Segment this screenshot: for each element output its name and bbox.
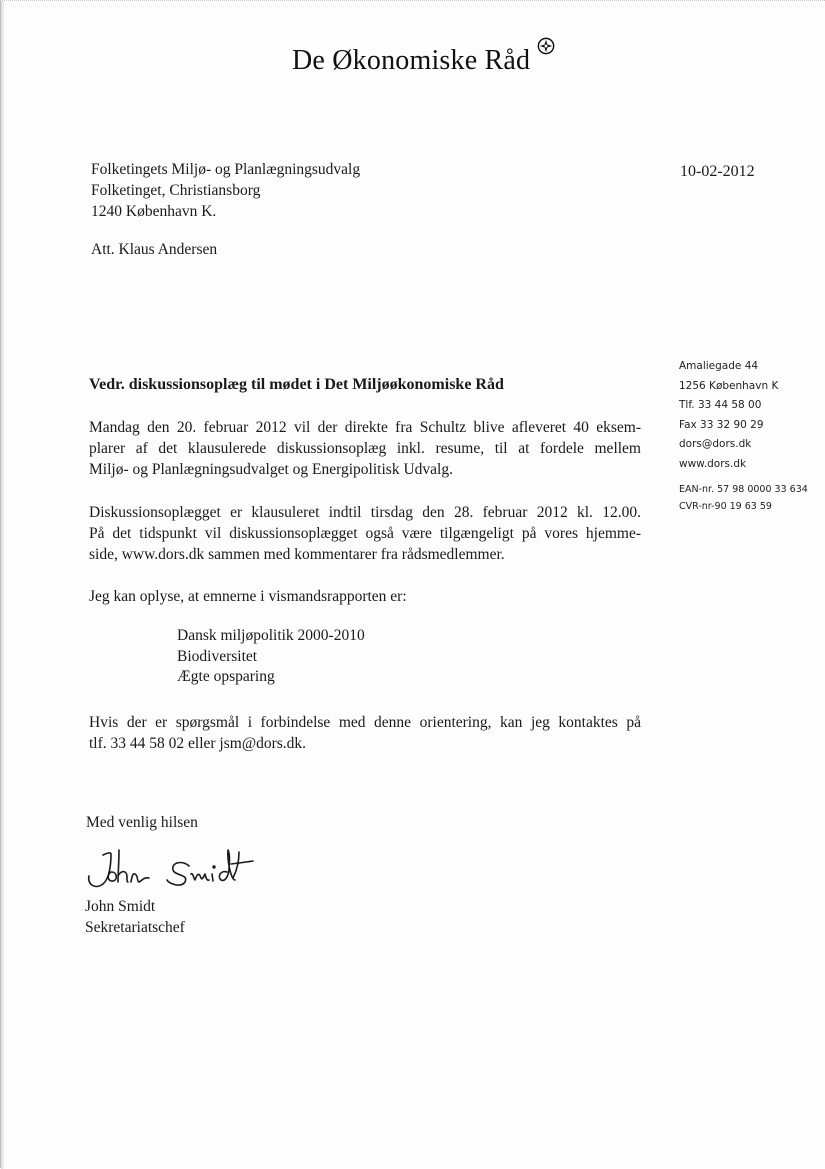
paragraph-line: Mandag den 20. februar 2012 vil der direkte fra Schultz blive afleveret 40 eksem- [89, 419, 641, 436]
paragraph-topics-intro [89, 586, 641, 607]
sender-ean: EAN-nr. 57 98 0000 33 634 [679, 484, 808, 495]
topic-item: Biodiversitet [177, 647, 258, 665]
closing-salutation: Med venlig hilsen [86, 814, 198, 831]
paragraph-line: side, www.dors.dk sammen med kommentarer fra rådsmedlemmer. [89, 546, 505, 563]
attention-line: Att. Klaus Andersen [91, 241, 218, 258]
paragraph-line: tlf. 33 44 58 02 eller jsm@dors.dk. [89, 735, 307, 752]
paragraph-line: Jeg kan oplyse, at emnerne i vismandsrapporten er: [89, 588, 407, 605]
topics-list [177, 626, 365, 688]
paragraph-line: Diskussionsoplægget er klausuleret indtil tirsdag den 28. februar 2012 kl. 12.00. [89, 504, 641, 521]
paragraph-line: Hvis der er spørgsmål i forbindelse med denne orientering, kan jeg kontaktes på [89, 714, 641, 731]
signer-name: John Smidt [85, 898, 156, 915]
paragraph-contact [89, 712, 641, 754]
subject-line: Vedr. diskussionsoplæg til mødet i Det Miljøøkonomiske Råd [89, 376, 504, 393]
sender-city: 1256 København K [679, 379, 779, 392]
sender-fax: Fax 33 32 90 29 [679, 418, 764, 431]
letter-date: 10-02-2012 [680, 163, 755, 180]
paragraph-line: plarer af det klausulerede diskussionsoplæg inkl. resume, til at fordele mellem [89, 440, 641, 457]
sender-ids [679, 481, 808, 515]
signer-title: Sekretariatschef [85, 919, 185, 936]
signer-block [85, 896, 185, 938]
recipient-line: Folketinget, Christiansborg [91, 182, 261, 199]
scan-edge-shadow [1, 1, 5, 1169]
topic-item: Ægte opsparing [177, 668, 275, 685]
recipient-address [91, 159, 360, 222]
sender-phone: Tlf. 33 44 58 00 [679, 399, 762, 411]
paragraph-embargo [89, 502, 641, 565]
org-logo-text: De Økonomiske Råd [292, 45, 531, 76]
handwritten-signature [81, 844, 256, 894]
sender-cvr: CVR-nr-90 19 63 59 [679, 501, 772, 512]
sender-web: www.dors.dk [679, 457, 747, 470]
paragraph-delivery [89, 417, 641, 480]
sender-email: dors@dors.dk [679, 438, 752, 450]
paragraph-line: På det tidspunkt vil diskussionsoplægget også være tilgængeligt på vores hjemme- [89, 525, 641, 542]
topic-item: Dansk miljøpolitik 2000-2010 [177, 627, 365, 644]
paragraph-line: Miljø- og Planlægningsudvalget og Energipolitisk Udvalg. [89, 461, 453, 478]
sender-info [679, 357, 808, 515]
star-burst-icon [537, 37, 555, 55]
recipient-line: Folketingets Miljø- og Planlægningsudvalg [91, 161, 361, 178]
sender-address: Amaliegade 44 [679, 360, 759, 372]
recipient-line: 1240 København K. [91, 203, 217, 220]
